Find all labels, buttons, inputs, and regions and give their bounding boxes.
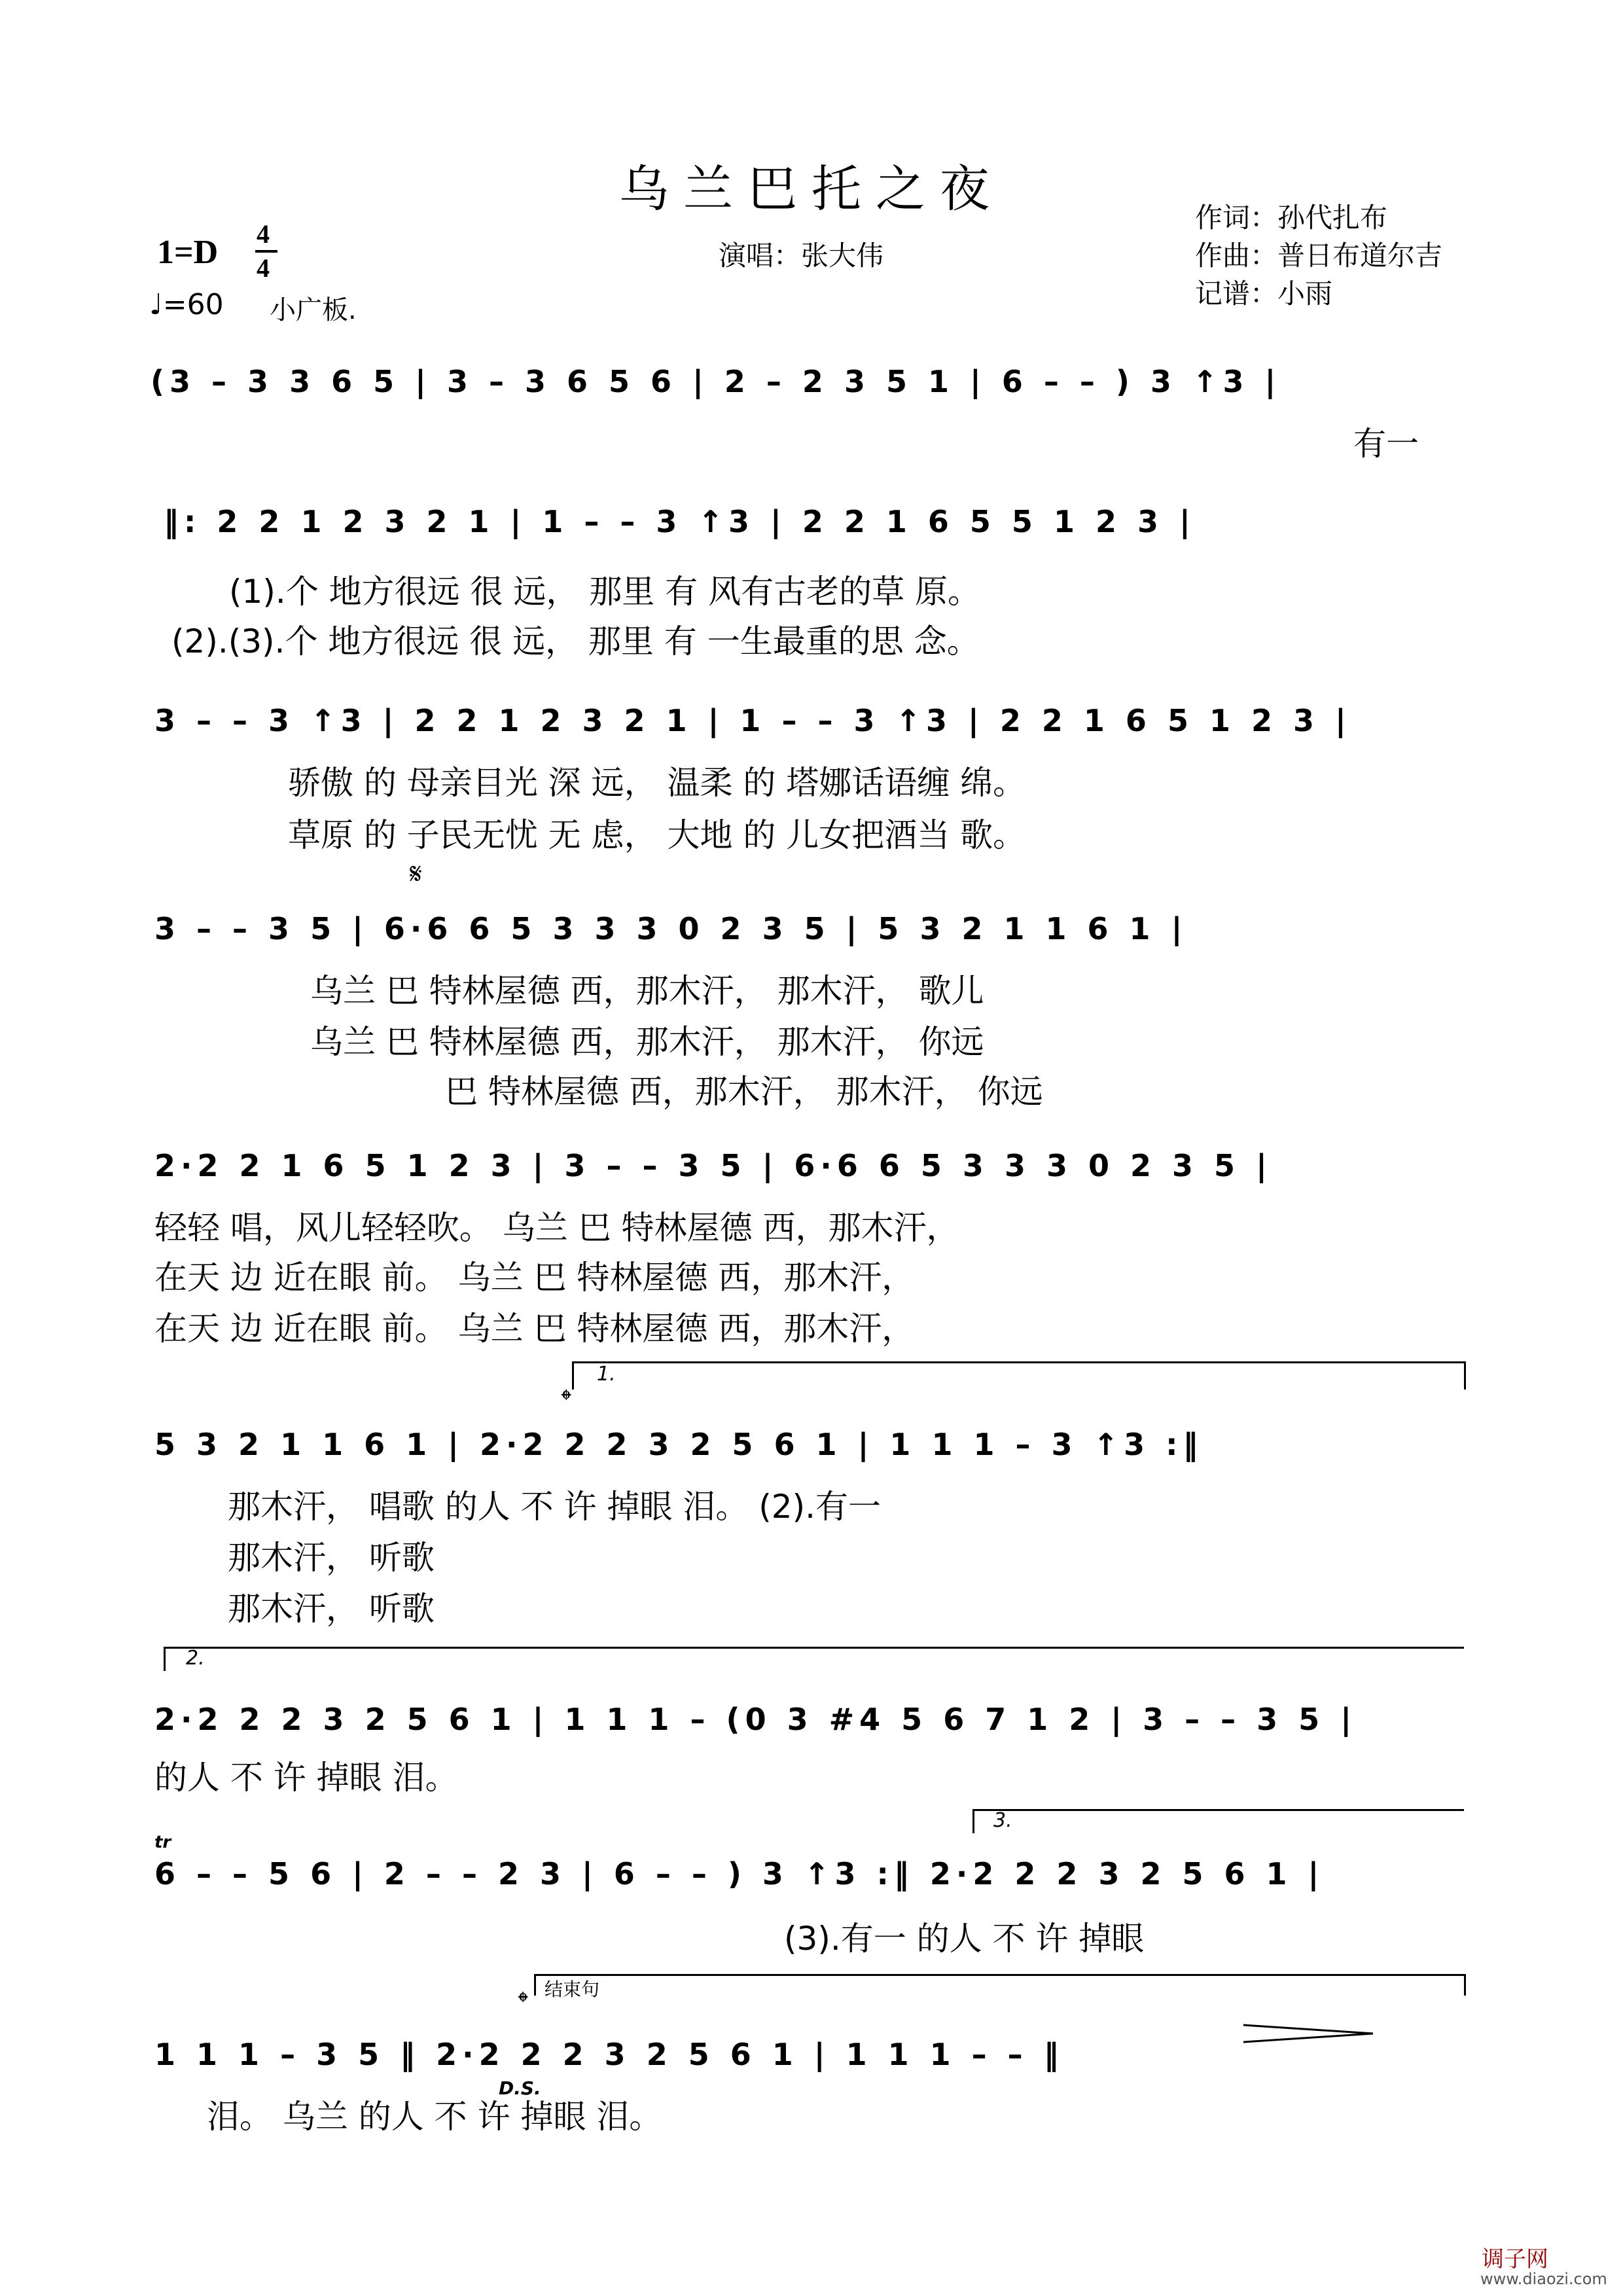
system-4-lyric-2: 乌兰 巴 特林屋德 西，那木汗， 那木汗， 你远 bbox=[310, 1023, 984, 1061]
key-signature: 1=D bbox=[157, 234, 219, 271]
system-5-lyric-1: 轻轻 唱，风儿轻轻吹。 乌兰 巴 特林屋德 西，那木汗， bbox=[154, 1209, 959, 1247]
decrescendo-svg bbox=[1243, 2024, 1374, 2043]
composer: 作曲：普日布道尔吉 bbox=[1195, 240, 1443, 272]
transcriber: 记谱：小雨 bbox=[1195, 278, 1333, 310]
system-4-lyric-3: 巴 特林屋德 西，那木汗， 那木汗， 你远 bbox=[445, 1073, 1043, 1111]
system-1-lyric-1: 有一 bbox=[1353, 425, 1419, 463]
system-6-notes: 5 3 2 1 1 6 1 | 2·2 2 2 3 2 5 6 1 | 1 1 1 – 3 ↑3 :‖ bbox=[154, 1427, 1204, 1462]
coda-bracket bbox=[534, 1974, 1466, 1996]
coda-sign-2: 𝄌 bbox=[518, 1986, 528, 2018]
system-1-notes: (3 – 3 3 6 5 | 3 – 3 6 5 6 | 2 – 2 3 5 1 | 6 – – ) 3 ↑3 | bbox=[151, 364, 1281, 399]
time-signature-bottom: 4 bbox=[257, 253, 270, 283]
volta-3-label: 3. bbox=[993, 1809, 1012, 1832]
system-2-lyric-2: (2).(3).个 地方很远 很 远， 那里 有 一生最重的思 念。 bbox=[171, 622, 980, 660]
time-signature-line bbox=[255, 250, 277, 253]
coda-label: 结束句 bbox=[544, 1979, 600, 2000]
system-7-lyric-1: 的人 不 许 掉眼 泪。 bbox=[154, 1759, 458, 1797]
system-6-lyric-3: 那木汗， 听歌 bbox=[228, 1590, 435, 1628]
system-3-lyric-2: 草原 的 子民无忧 无 虑， 大地 的 儿女把酒当 歌。 bbox=[288, 816, 1026, 854]
time-signature-top: 4 bbox=[257, 219, 270, 249]
segno-sign: 𝄋 bbox=[410, 857, 422, 891]
coda-sign-1: 𝄌 bbox=[562, 1384, 571, 1416]
lyricist: 作词：孙代扎布 bbox=[1195, 202, 1388, 234]
volta-3-bracket bbox=[972, 1809, 1464, 1833]
system-3-lyric-1: 骄傲 的 母亲目光 深 远， 温柔 的 塔娜话语缠 绵。 bbox=[288, 764, 1026, 802]
decrescendo-hairpin bbox=[1243, 2024, 1374, 2043]
site-url: www.diaozi.com bbox=[1480, 2270, 1607, 2288]
system-4-notes: 3 – – 3 5 | 6·6 6 5 3 3 3 0 2 3 5 | 5 3 2 1 1 6 1 | bbox=[154, 911, 1188, 946]
volta-2-label: 2. bbox=[186, 1647, 205, 1670]
ds-marking: D.S. bbox=[499, 2077, 541, 2099]
system-5-lyric-2: 在天 边 近在眼 前。 乌兰 巴 特林屋德 西，那木汗， bbox=[154, 1259, 915, 1297]
volta-2-bracket bbox=[164, 1647, 1464, 1671]
page-title: 乌兰巴托之夜 bbox=[619, 160, 1004, 218]
system-7-notes: 2·2 2 2 3 2 5 6 1 | 1 1 1 – (0 3 #4 5 6 7 1 2 | 3 – – 3 5 | bbox=[154, 1702, 1357, 1737]
system-8-lyric-1: (3).有一 的人 不 许 掉眼 bbox=[784, 1920, 1145, 1958]
system-2-notes: ‖: 2 2 1 2 3 2 1 | 1 – – 3 ↑3 | 2 2 1 6 5 5 1 2 3 | bbox=[164, 504, 1196, 539]
tempo: ♩=60 bbox=[149, 288, 224, 321]
system-5-lyric-3: 在天 边 近在眼 前。 乌兰 巴 特林屋德 西，那木汗， bbox=[154, 1310, 915, 1348]
site-logo: 调子网 bbox=[1482, 2246, 1548, 2272]
system-4-lyric-1: 乌兰 巴 特林屋德 西，那木汗， 那木汗， 歌儿 bbox=[310, 972, 984, 1010]
system-9-notes: 1 1 1 – 3 5 ‖ 2·2 2 2 3 2 5 6 1 | 1 1 1 – – ‖ bbox=[154, 2037, 1064, 2072]
system-6-lyric-1: 那木汗， 唱歌 的人 不 许 掉眼 泪。 (2).有一 bbox=[228, 1488, 881, 1526]
system-2-lyric-1: (1).个 地方很远 很 远， 那里 有 风有古老的草 原。 bbox=[229, 573, 980, 611]
system-9-lyric-1: 泪。 乌兰 的人 不 许 掉眼 泪。 bbox=[207, 2098, 662, 2136]
trill-mark: tr bbox=[154, 1833, 171, 1852]
system-3-notes: 3 – – 3 ↑3 | 2 2 1 2 3 2 1 | 1 – – 3 ↑3 | 2 2 1 6 5 1 2 3 | bbox=[154, 703, 1351, 738]
system-6-lyric-2: 那木汗， 听歌 bbox=[228, 1539, 435, 1577]
singer: 演唱：张大伟 bbox=[719, 240, 884, 272]
tempo-text: 小广板. bbox=[270, 295, 357, 325]
system-8-notes: 6 – – 5 6 | 2 – – 2 3 | 6 – – ) 3 ↑3 :‖ 2·2 2 2 3 2 5 6 1 | bbox=[154, 1856, 1325, 1892]
volta-1-label: 1. bbox=[597, 1363, 616, 1386]
system-5-notes: 2·2 2 1 6 5 1 2 3 | 3 – – 3 5 | 6·6 6 5 3 3 3 0 2 3 5 | bbox=[154, 1148, 1272, 1183]
volta-1-bracket bbox=[572, 1361, 1466, 1390]
